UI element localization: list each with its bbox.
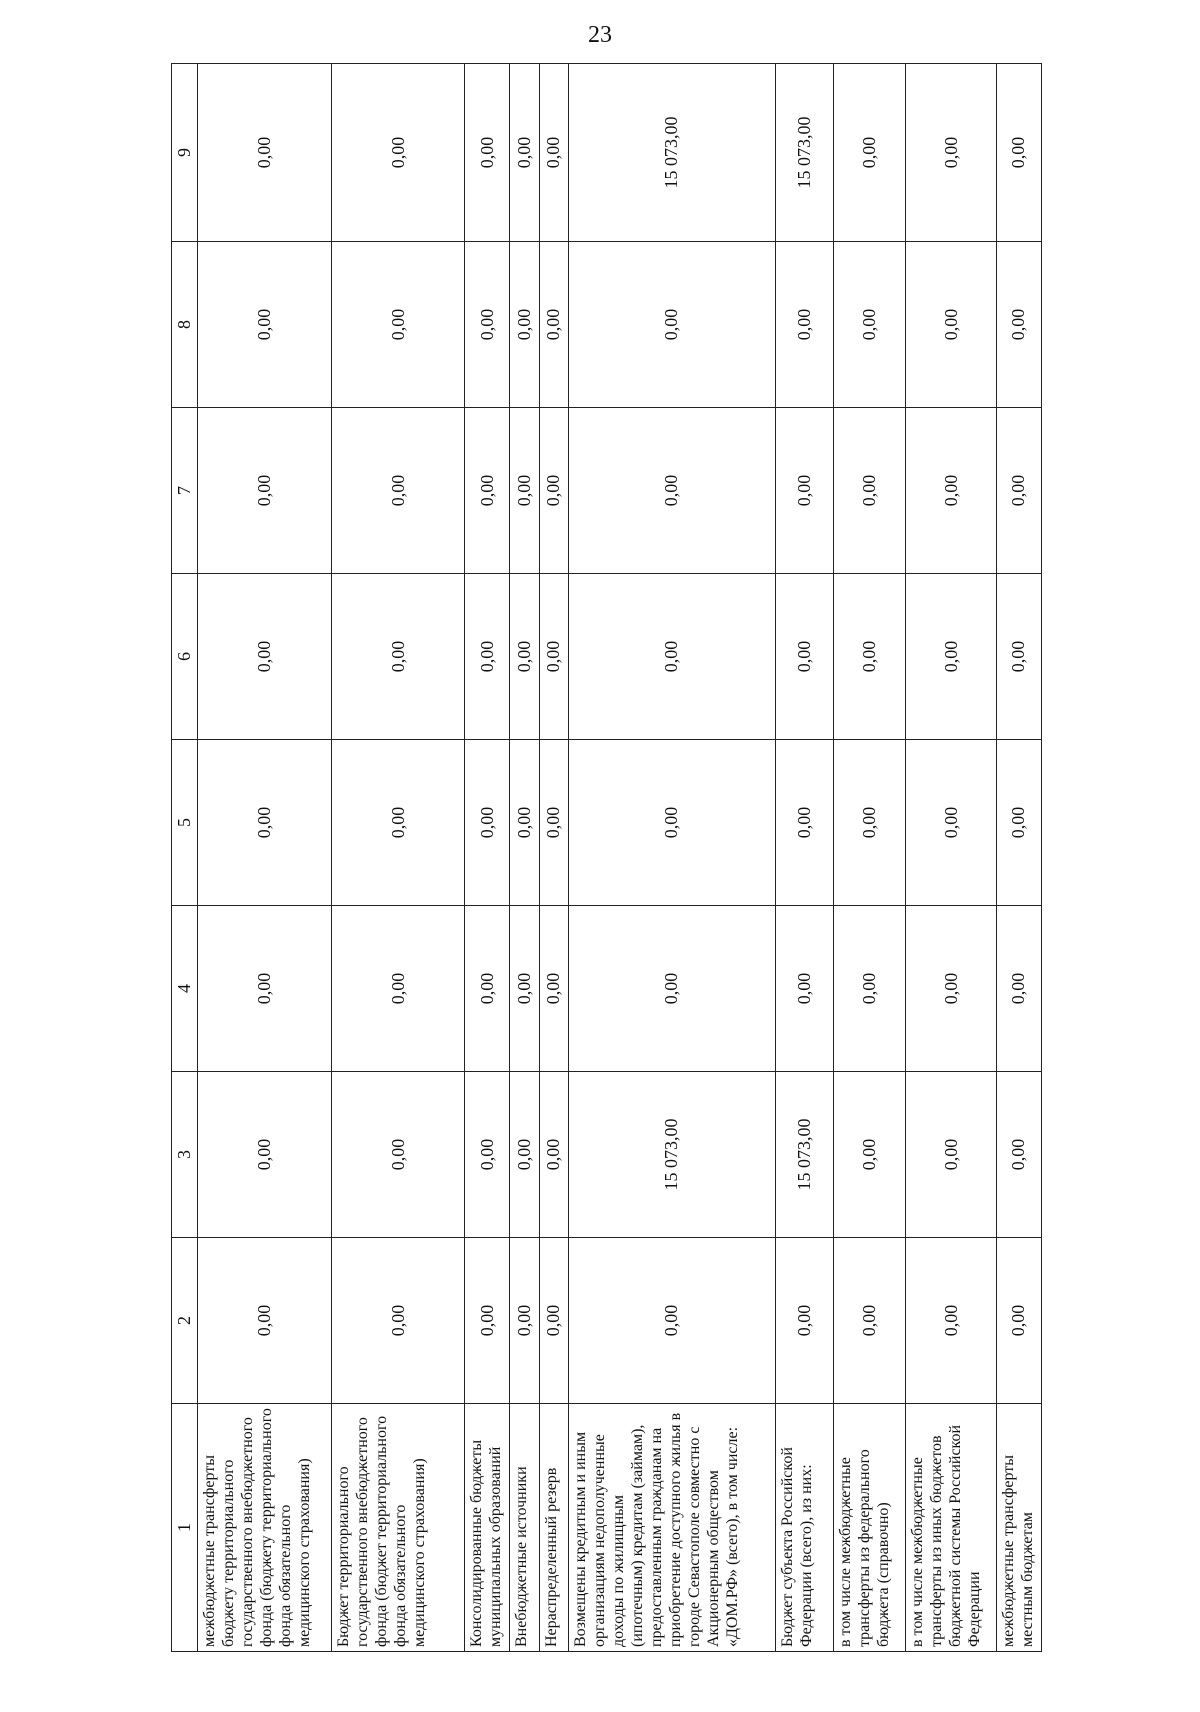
table-cell: 0,00 [539, 1238, 568, 1404]
table-cell: 0,00 [331, 740, 465, 906]
table-row [996, 64, 1041, 1652]
table-cell: 0,00 [465, 1072, 510, 1238]
table-cell: 0,00 [996, 1238, 1041, 1404]
column-header-6: 6 [172, 574, 198, 740]
table-cell: 0,00 [568, 408, 775, 574]
table-cell: 0,00 [331, 906, 465, 1072]
column-header-8: 8 [172, 242, 198, 408]
row-label: Внебюджетные источники [510, 1404, 539, 1652]
table-cell: 15 073,00 [568, 1072, 775, 1238]
table-cell: 0,00 [834, 242, 906, 408]
table-cell: 0,00 [465, 242, 510, 408]
table-cell: 0,00 [906, 64, 997, 242]
table-cell: 0,00 [996, 64, 1041, 242]
table-cell: 0,00 [834, 408, 906, 574]
column-header-7: 7 [172, 408, 198, 574]
table-row [510, 64, 539, 1652]
table-cell: 0,00 [198, 408, 332, 574]
row-label: межбюджетные трансферты бюджету территориального государственного внебюджетного фонда (бюджету территориального фонда обязательного медицинского страхования) [198, 1404, 332, 1652]
table-cell: 0,00 [996, 740, 1041, 906]
column-header-2: 2 [172, 1238, 198, 1404]
table-cell: 0,00 [510, 740, 539, 906]
table-cell: 0,00 [331, 242, 465, 408]
row-label: Нераспределенный резерв [539, 1404, 568, 1652]
column-header-5: 5 [172, 740, 198, 906]
table-cell: 0,00 [198, 740, 332, 906]
row-label: межбюджетные трансферты местным бюджетам [996, 1404, 1041, 1652]
row-label: в том числе межбюджетные трансферты из федерального бюджета (справочно) [834, 1404, 906, 1652]
table-row [331, 64, 465, 1652]
table-cell: 0,00 [834, 1072, 906, 1238]
table-cell: 0,00 [198, 906, 332, 1072]
column-header-3: 3 [172, 1072, 198, 1238]
table-cell: 0,00 [465, 906, 510, 1072]
row-label: Бюджет территориального государственного внебюджетного фонда (бюджет территориального фонда обязательного медицинского страхования) [331, 1404, 465, 1652]
table-row [539, 64, 568, 1652]
table-cell: 0,00 [539, 1072, 568, 1238]
table-cell: 0,00 [775, 906, 833, 1072]
budget-table [171, 63, 1042, 1652]
table-cell: 0,00 [510, 906, 539, 1072]
table-cell: 0,00 [198, 64, 332, 242]
table-cell: 0,00 [539, 574, 568, 740]
table-cell: 0,00 [465, 1238, 510, 1404]
table-cell: 0,00 [510, 1072, 539, 1238]
table-cell: 0,00 [510, 1238, 539, 1404]
table-row [568, 64, 775, 1652]
table-cell: 0,00 [906, 1238, 997, 1404]
table-cell: 0,00 [510, 242, 539, 408]
table-row [198, 64, 332, 1652]
table-cell: 0,00 [568, 574, 775, 740]
row-label: Возмещены кредитным и иным организациям недополученные доходы по жилищным (ипотечным) кредитам (займам), предоставленным гражданам на приобретение доступного жилья в городе Севастополе совместно с Акционерным обществом «ДОМ.РФ» (всего), в том числе: [568, 1404, 775, 1652]
table-cell: 0,00 [465, 574, 510, 740]
table-cell: 0,00 [906, 1072, 997, 1238]
table-cell: 0,00 [510, 408, 539, 574]
table-cell: 0,00 [568, 1238, 775, 1404]
table-cell: 0,00 [775, 574, 833, 740]
row-label: в том числе межбюджетные трансферты из иных бюджетов бюджетной системы Российской Федерации [906, 1404, 997, 1652]
table-cell: 0,00 [775, 242, 833, 408]
table-cell: 0,00 [906, 574, 997, 740]
table-cell: 0,00 [465, 64, 510, 242]
table-cell: 0,00 [539, 906, 568, 1072]
table-row [906, 64, 997, 1652]
table-cell: 0,00 [510, 574, 539, 740]
table-cell: 0,00 [834, 64, 906, 242]
table-row [465, 64, 510, 1652]
column-header-1: 1 [172, 1404, 198, 1652]
table-cell: 0,00 [996, 408, 1041, 574]
table-cell: 0,00 [775, 1238, 833, 1404]
table-cell: 0,00 [331, 408, 465, 574]
table-cell: 0,00 [834, 740, 906, 906]
table-cell: 0,00 [906, 740, 997, 906]
table-cell: 0,00 [996, 242, 1041, 408]
budget-table-rotated [171, 64, 1042, 1652]
page-number: 23 [588, 22, 612, 48]
table-cell: 0,00 [198, 242, 332, 408]
table-cell: 0,00 [331, 1072, 465, 1238]
table-cell: 0,00 [996, 906, 1041, 1072]
header-row [172, 64, 198, 1652]
table-cell: 0,00 [834, 1238, 906, 1404]
table-cell: 0,00 [996, 574, 1041, 740]
table-cell: 0,00 [568, 242, 775, 408]
table-row [834, 64, 906, 1652]
table-cell: 15 073,00 [775, 1072, 833, 1238]
table-cell: 0,00 [834, 574, 906, 740]
row-label: Консолидированные бюджеты муниципальных образований [465, 1404, 510, 1652]
table-cell: 0,00 [539, 740, 568, 906]
table-cell: 0,00 [198, 1238, 332, 1404]
row-label: Бюджет субъекта Российской Федерации (всего), из них: [775, 1404, 833, 1652]
table-row [775, 64, 833, 1652]
table-cell: 0,00 [539, 64, 568, 242]
table-cell: 0,00 [198, 1072, 332, 1238]
table-cell: 0,00 [331, 574, 465, 740]
table-cell: 0,00 [539, 408, 568, 574]
table-cell: 0,00 [834, 906, 906, 1072]
table-cell: 0,00 [510, 64, 539, 242]
table-cell: 0,00 [906, 242, 997, 408]
table-cell: 0,00 [906, 906, 997, 1072]
table-cell: 0,00 [568, 740, 775, 906]
table-cell: 0,00 [331, 1238, 465, 1404]
column-header-4: 4 [172, 906, 198, 1072]
table-cell: 0,00 [539, 242, 568, 408]
table-cell: 15 073,00 [568, 64, 775, 242]
table-cell: 0,00 [568, 906, 775, 1072]
table-cell: 0,00 [996, 1072, 1041, 1238]
table-cell: 0,00 [331, 64, 465, 242]
table-cell: 0,00 [775, 740, 833, 906]
column-header-9: 9 [172, 64, 198, 242]
table-cell: 0,00 [465, 408, 510, 574]
table-cell: 0,00 [906, 408, 997, 574]
table-cell: 15 073,00 [775, 64, 833, 242]
table-cell: 0,00 [198, 574, 332, 740]
table-cell: 0,00 [775, 408, 833, 574]
table-cell: 0,00 [465, 740, 510, 906]
